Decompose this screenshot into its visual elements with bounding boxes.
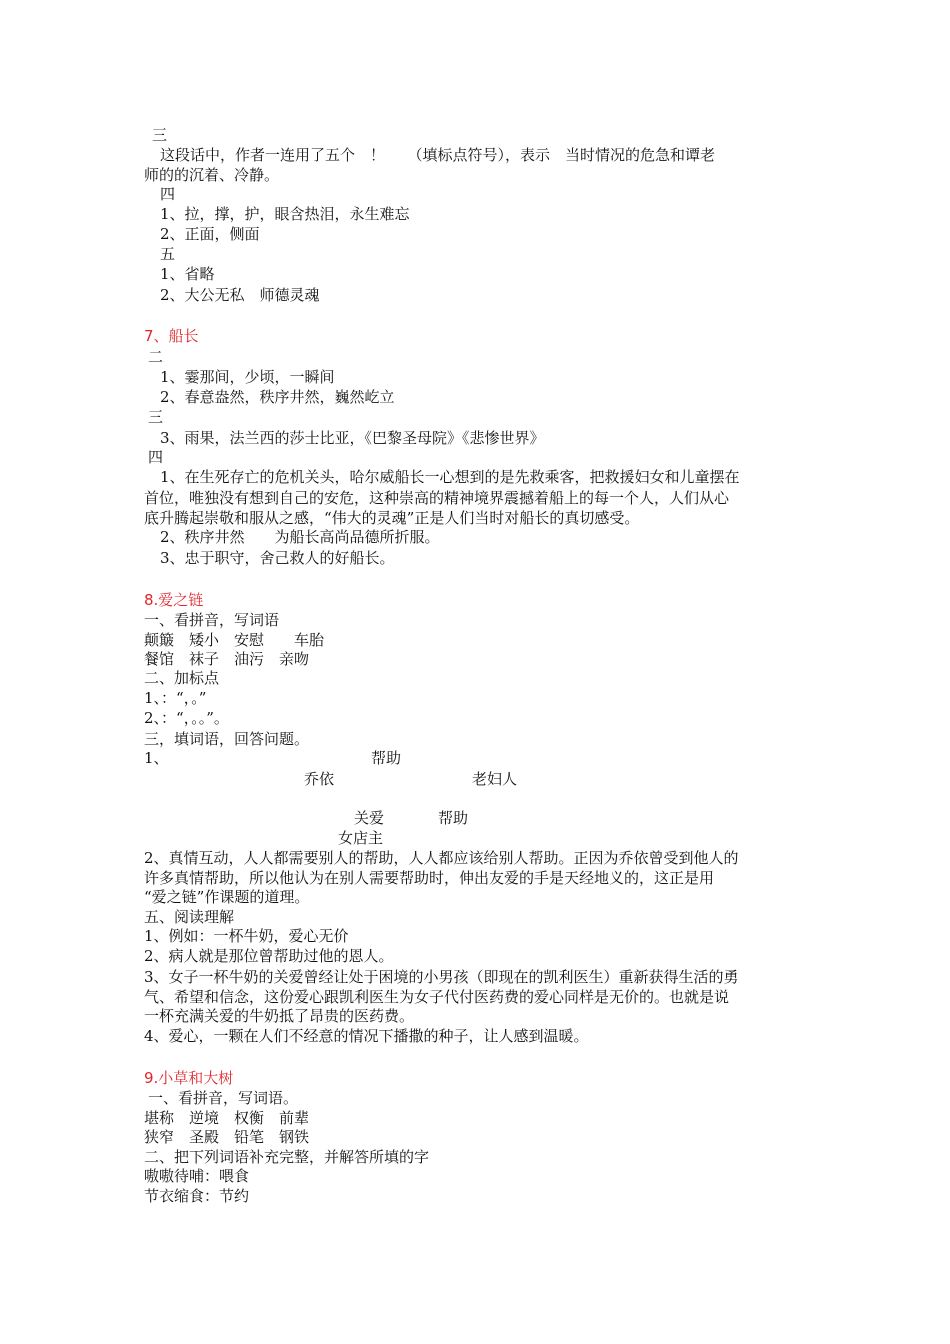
section-label: 五、阅读理解 [144, 908, 235, 926]
section-label: 一、看拼音，写词语。 [148, 1089, 299, 1107]
diagram-word-care: 关爱 [354, 809, 385, 827]
diagram-word-help: 帮助 [371, 749, 402, 767]
word-list: 狭窄 圣殿 铅笔 钢铁 [144, 1128, 310, 1146]
diagram-word-old-woman: 老妇人 [472, 770, 518, 788]
answer-line: 嗷嗷待哺：喂食 [144, 1167, 250, 1185]
answer-line: 许多真情帮助，所以他认为在别人需要帮助时，伸出友爱的手是天经地义的，这正是用 [144, 869, 715, 887]
answer-line: 2、正面，侧面 [160, 225, 260, 243]
answer-line: 2、大公无私 师德灵魂 [160, 286, 320, 304]
answer-line: 节衣缩食：节约 [144, 1187, 250, 1205]
answer-line: 2、秩序井然 为船长高尚品德所折服。 [160, 528, 440, 546]
answer-line: 底升腾起崇敬和服从之感，“伟大的灵魂”正是人们当时对船长的真切感受。 [144, 509, 640, 527]
answer-line: 1、 [144, 749, 169, 767]
answer-line: 一杯充满关爱的牛奶抵了昂贵的医药费。 [144, 1007, 415, 1025]
section-label: 一、看拼音，写词语 [144, 611, 280, 629]
answer-line: 1、拉，撑，护，眼含热泪，永生难忘 [160, 205, 410, 223]
section-four-label: 四 [160, 185, 176, 203]
answer-line: 1、省略 [160, 265, 215, 283]
section-label: 三 [148, 408, 164, 426]
section-three-label: 三 [152, 126, 168, 144]
answer-line: 1、霎那间，少顷，一瞬间 [160, 368, 335, 386]
text-line: 这段话中，作者一连用了五个 ！ （填标点符号），表示 当时情况的危急和谭老 [160, 146, 716, 164]
text-line: 师的的沉着、冷静。 [144, 166, 280, 184]
answer-line: 3、女子一杯牛奶的关爱曾经让处于困境的小男孩（即现在的凯利医生）重新获得生活的勇 [144, 968, 739, 986]
lesson-7-heading: 7、船长 [144, 327, 199, 345]
lesson-9-heading: 9.小草和大树 [144, 1069, 234, 1087]
answer-line: 2、：“，。。”。 [144, 709, 229, 727]
section-five-label: 五 [160, 245, 176, 263]
section-label: 四 [148, 448, 164, 466]
answer-line: 2、真情互动，人人都需要别人的帮助，人人都应该给别人帮助。正因为乔依曾受到他人的 [144, 849, 739, 867]
answer-line: 2、病人就是那位曾帮助过他的恩人。 [144, 947, 394, 965]
section-label: 二、加标点 [144, 669, 220, 687]
answer-line: “爱之链”作课题的道理。 [144, 888, 310, 906]
answer-line: 1、例如：一杯牛奶，爱心无价 [144, 927, 349, 945]
answer-line: 4、爱心，一颗在人们不经意的情况下播撒的种子，让人感到温暖。 [144, 1027, 589, 1045]
answer-line: 3、雨果，法兰西的莎士比亚，《巴黎圣母院》《悲惨世界》 [160, 429, 545, 447]
answer-line: 1、在生死存亡的危机关头，哈尔威船长一心想到的是先救乘客，把救援妇女和儿童摆在 [160, 468, 740, 486]
lesson-8-heading: 8.爱之链 [144, 591, 204, 609]
word-list: 颠簸 矮小 安慰 车胎 [144, 631, 325, 649]
diagram-word-help-2: 帮助 [438, 809, 469, 827]
section-label: 三，填词语，回答问题。 [144, 730, 310, 748]
answer-line: 2、春意盎然，秩序井然，巍然屹立 [160, 388, 395, 406]
diagram-word-shop-owner: 女店主 [338, 829, 384, 847]
diagram-word-joe: 乔依 [304, 770, 335, 788]
word-list: 餐馆 袜子 油污 亲吻 [144, 650, 310, 668]
answer-line: 首位，唯独没有想到自己的安危，这种崇高的精神境界震撼着船上的每一个人，人们从心 [144, 489, 730, 507]
answer-line: 1、：“，。” [144, 689, 207, 707]
word-list: 堪称 逆境 权衡 前辈 [144, 1109, 310, 1127]
answer-line: 3、忠于职守，舍己救人的好船长。 [160, 549, 395, 567]
section-label: 二、把下列词语补充完整，并解答所填的字 [144, 1148, 430, 1166]
section-label: 二 [148, 348, 164, 366]
answer-line: 气、希望和信念，这份爱心跟凯利医生为女子代付医药费的爱心同样是无价的。也就是说 [144, 988, 730, 1006]
